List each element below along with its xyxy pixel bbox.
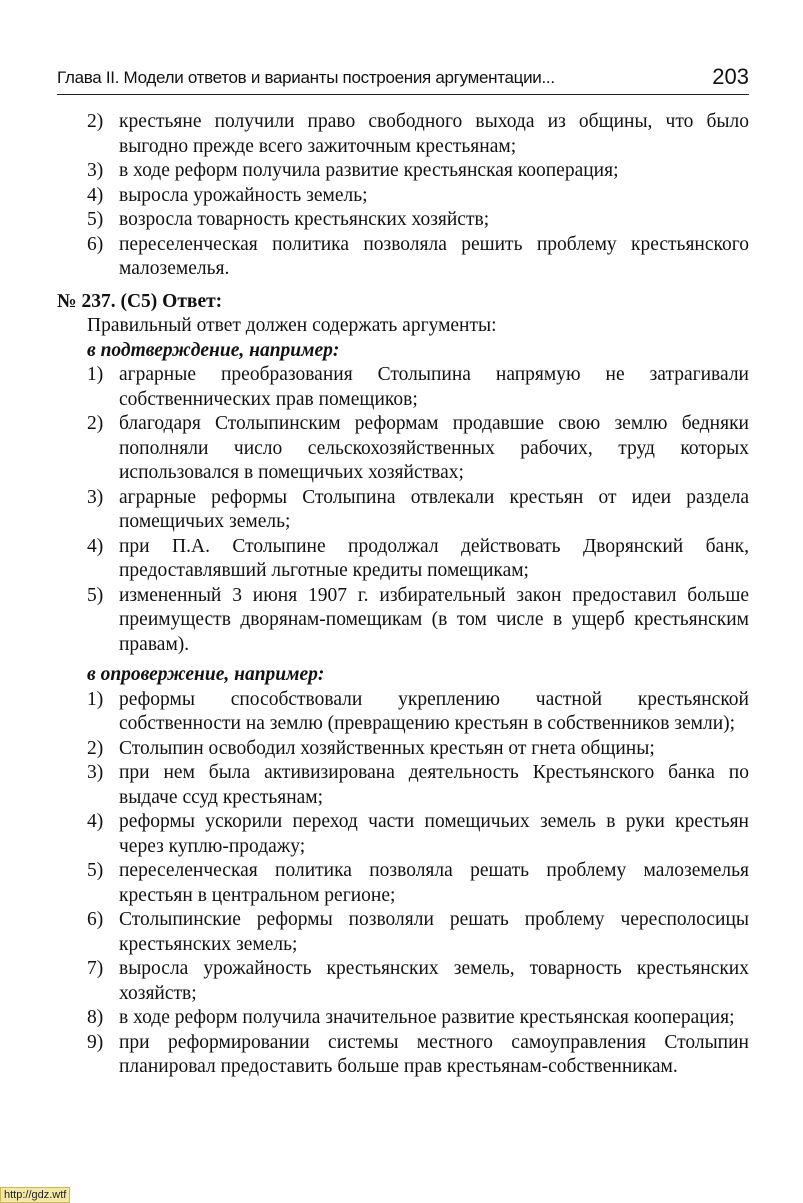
confirm-list xyxy=(57,363,749,657)
list-item xyxy=(57,957,749,1006)
item-number: 4) xyxy=(87,811,104,832)
top-list xyxy=(57,110,749,282)
refute-heading: в опровержение, например: xyxy=(87,664,325,685)
item-number: 6) xyxy=(87,233,104,255)
item-number: 2) xyxy=(87,413,104,434)
item-text: Столыпинские реформы позволяли решать проблему чересполосицы крестьянских земель; xyxy=(119,909,749,955)
watermark-link[interactable]: http://gdz.wtf xyxy=(0,1187,70,1203)
item-number: 3) xyxy=(87,486,104,508)
list-item xyxy=(57,810,749,859)
item-text: переселенческая политика позволяла решить проблему крестьянского малоземелья. xyxy=(119,233,749,279)
list-item xyxy=(57,208,749,233)
item-text: при реформировании системы местного самоуправления Столыпин планировал предоставить больше прав крестьянам-собственникам. xyxy=(119,1031,749,1077)
item-number: 4) xyxy=(87,535,104,557)
item-text: выросла урожайность крестьянских земель, товарность крестьянских хозяйств; xyxy=(119,958,749,1004)
item-text: аграрные преобразования Столыпина напрямую не затрагивали собственнических прав помещиков; xyxy=(119,364,749,410)
page-number: 203 xyxy=(712,64,749,89)
list-item xyxy=(57,184,749,209)
item-text: аграрные реформы Столыпина отвлекали крестьян от идеи раздела помещичьих земель; xyxy=(119,486,749,532)
list-item xyxy=(57,737,749,762)
item-text: реформы ускорили переход части помещичьих земель в руки крестьян через куплю-продажу; xyxy=(119,811,749,857)
task-intro: Правильный ответ должен содержать аргументы: xyxy=(87,315,497,336)
item-text: выросла урожайность земель; xyxy=(119,184,368,206)
item-number: 5) xyxy=(87,209,104,230)
item-text: при П.А. Столыпине продолжал действовать Дворянский банк, предоставлявший льготные кредиты помещикам; xyxy=(119,535,749,581)
list-item xyxy=(57,233,749,282)
list-item xyxy=(57,110,749,159)
item-number: 1) xyxy=(87,364,104,385)
item-text: в ходе реформ получила развитие крестьянская кооперация; xyxy=(119,160,619,181)
item-number: 3) xyxy=(87,762,104,783)
list-item xyxy=(57,363,749,412)
list-item xyxy=(57,412,749,486)
list-item xyxy=(57,761,749,810)
list-item xyxy=(57,159,749,184)
chapter-title: Глава II. Модели ответов и варианты построения аргументации... xyxy=(57,68,555,87)
item-number: 4) xyxy=(87,184,104,206)
refute-list xyxy=(57,688,749,1080)
item-number: 9) xyxy=(87,1031,104,1053)
page-header xyxy=(57,62,749,95)
list-item xyxy=(57,859,749,908)
list-item xyxy=(57,908,749,957)
task-title: № 237. (С5) Ответ: xyxy=(57,290,223,312)
confirm-heading: в подтверждение, например: xyxy=(87,339,340,361)
item-number: 2) xyxy=(87,737,104,759)
item-number: 6) xyxy=(87,909,104,930)
list-item xyxy=(57,1006,749,1031)
list-item xyxy=(57,584,749,658)
item-text: реформы способствовали укреплению частной крестьянской собственности на землю (превращению крестьян в собственников земли); xyxy=(119,688,749,734)
list-item xyxy=(57,535,749,584)
item-text: крестьяне получили право свободного выхода из общины, что было выгодно прежде всего зажиточным крестьянам; xyxy=(119,111,749,157)
item-text: переселенческая политика позволяла решать проблему малоземелья крестьян в центральном регионе; xyxy=(119,860,749,906)
item-number: 1) xyxy=(87,688,104,710)
item-text: в ходе реформ получила значительное развитие крестьянская кооперация; xyxy=(119,1007,735,1028)
item-number: 5) xyxy=(87,584,104,606)
item-text: измененный 3 июня 1907 г. избирательный закон предоставил больше преимуществ дворянам-помещикам (в том числе в ущерб крестьянским правам). xyxy=(119,584,749,655)
list-item xyxy=(57,1031,749,1080)
page-content xyxy=(57,110,749,1080)
item-number: 7) xyxy=(87,958,104,979)
item-number: 3) xyxy=(87,160,104,181)
item-number: 8) xyxy=(87,1007,104,1028)
list-item xyxy=(57,688,749,737)
item-number: 5) xyxy=(87,860,104,881)
item-text: при нем была активизирована деятельность Крестьянского банка по выдаче ссуд крестьянам; xyxy=(119,762,749,808)
item-number: 2) xyxy=(87,111,104,132)
list-item xyxy=(57,486,749,535)
item-text: благодаря Столыпинским реформам продавшие свою землю бедняки пополняли число сельскохозяйственных рабочих, труд которых использовался в помещичьих хозяйствах; xyxy=(119,413,749,483)
item-text: возросла товарность крестьянских хозяйств; xyxy=(119,209,490,230)
item-text: Столыпин освободил хозяйственных крестьян от гнета общины; xyxy=(119,737,655,759)
